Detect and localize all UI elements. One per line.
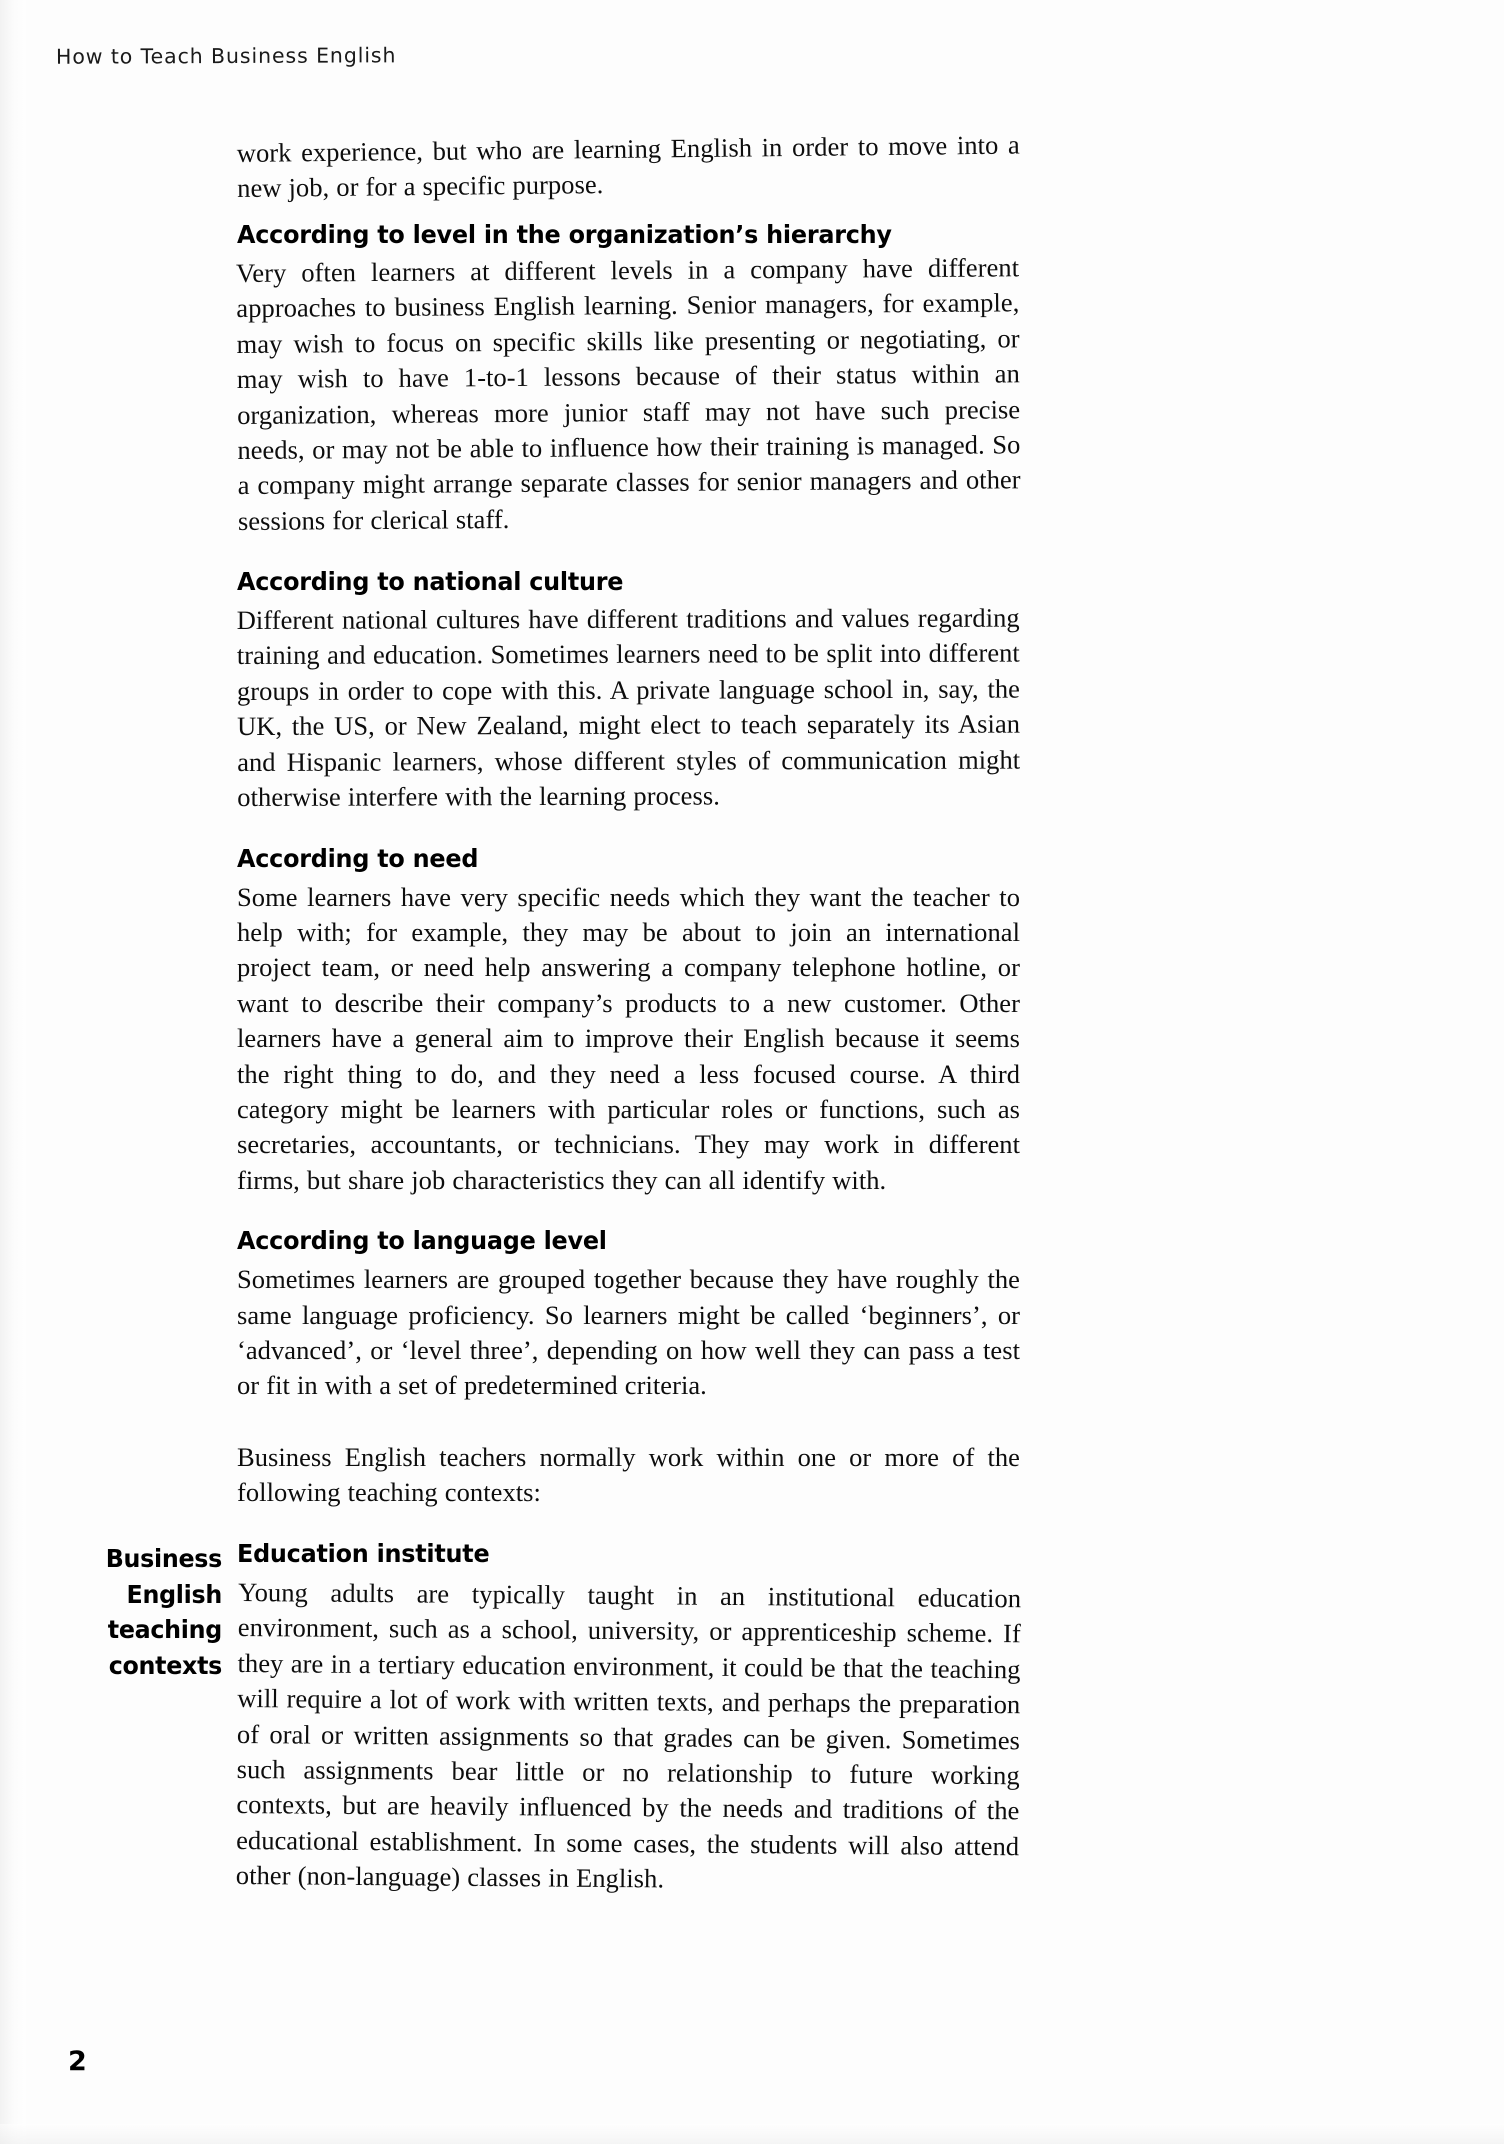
side-note-line-1: Business: [105, 1544, 222, 1573]
paragraph-according-to-national-culture: Different national cultures have different traditions and values regarding training and education. Sometimes learners need to be split into different groups in order to cope with this. A private language school in, say, the UK, the US, or New Zealand, might elect to teach separately its Asian and Hispanic learners, whose different styles of communication might otherwise interfere with the learning process.: [236, 602, 1021, 813]
running-header: How to Teach Business English: [55, 43, 397, 69]
page-number: 2: [68, 2046, 87, 2077]
heading-according-to-national-culture: According to national culture: [237, 567, 624, 597]
side-note-line-2: English: [126, 1579, 222, 1609]
heading-according-to-language-level: According to language level: [237, 1226, 607, 1256]
paragraph-education-institute: Young adults are typically taught in an institutional education environment, such as a school, university, or apprenticeship scheme. If they are in a tertiary education environment, it could be that the teaching will require a lot of work with written texts, and perhaps the preparation of oral or written assignments so that grades can be given. Sometimes such assignments bear little or no relationship to future working contexts, but are heavily influenced by the needs and traditions of the educational establishment. In some cases, the students will also attend other (non-language) classes in English.: [235, 1576, 1022, 1894]
paragraph-teaching-contexts-lead: Business English teachers normally work within one or more of the following teaching contexts:: [237, 1441, 1020, 1508]
paragraph-according-to-level: Very often learners at different levels in a company have different approaches to business English learning. Senior managers, for example, may wish to focus on specific skills like presenting or negotiating, or may wish to have 1-to-1 lessons because of their status within an organization, whereas more junior staff may not have such precise needs, or may not be able to influence how their training is managed. So a company might arrange separate classes for senior managers and other sessions for clerical staff.: [235, 252, 1021, 536]
text-column: [235, 129, 1022, 1894]
heading-according-to-level: According to level in the organization’s hierarchy: [237, 219, 892, 249]
paragraph-according-to-language-level: Sometimes learners are grouped together because they have roughly the same language proficiency. So learners might be called ‘beginners’, or ‘advanced’, or ‘level three’, depending on how well they can pass a test or fit in with a set of predetermined criteria.: [237, 1264, 1020, 1401]
intro-paragraph: work experience, but who are learning English in order to move into a new job, or for a specific purpose.: [236, 129, 1020, 204]
side-note-line-4: contexts: [108, 1650, 222, 1680]
heading-according-to-need: According to need: [237, 843, 479, 873]
heading-education-institute: Education institute: [237, 1538, 490, 1568]
scan-edge-shadow-bottom: [0, 2124, 1504, 2144]
side-note-line-3: teaching: [107, 1615, 222, 1644]
margin-side-note: [78, 1541, 222, 1683]
scan-edge-shadow-left: [0, 0, 26, 2144]
paragraph-according-to-need: Some learners have very specific needs which they want the teacher to help with; for example, they may be about to join an international project team, or need help answering a company telephone hotline, or want to describe their company’s products to a new customer. Other learners have a general aim to improve their English because it seems the right thing to do, and they need a less focused course. A third category might be learners with particular roles or functions, such as secretaries, accountants, or technicians. They may work in different firms, but share job characteristics they can all identify with.: [237, 881, 1020, 1195]
